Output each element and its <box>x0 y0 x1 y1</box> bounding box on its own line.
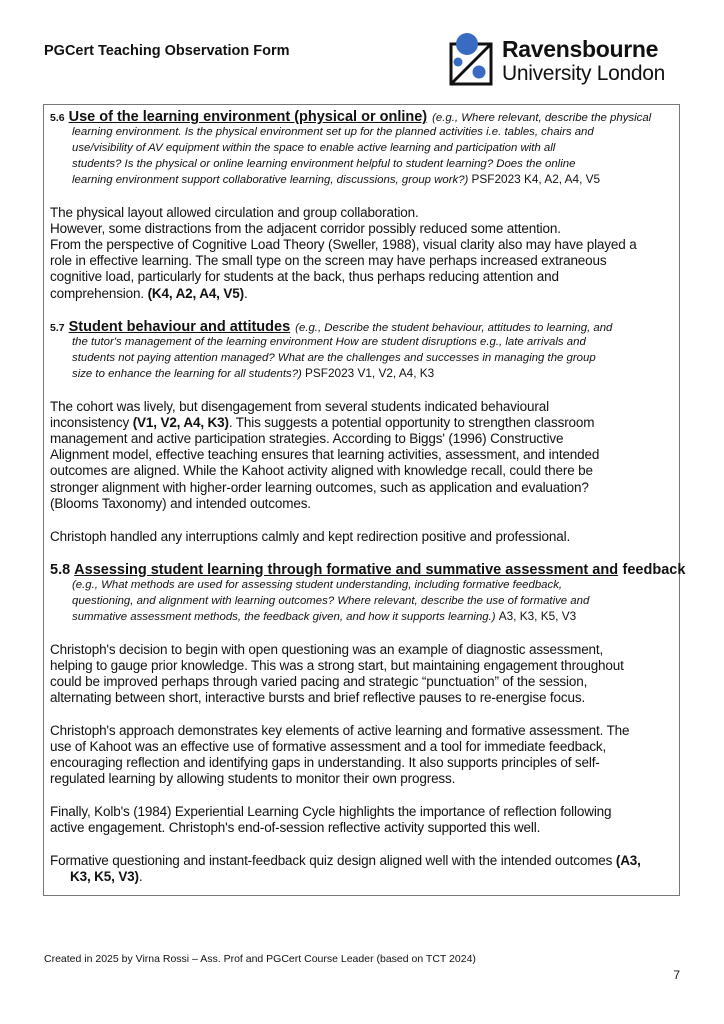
form-content <box>50 109 686 902</box>
form-section <box>50 109 677 302</box>
observation-paragraph <box>50 399 677 512</box>
paragraph-line <box>50 221 677 237</box>
line-text: comprehension. <box>50 285 148 301</box>
paragraph-line <box>50 415 677 431</box>
line-text: Alignment model, effective teaching ensures that learning activities, assessment, and intended <box>50 447 600 463</box>
line-text: Christoph's approach demonstrates key elements of active learning and formative assessment. The <box>50 722 630 738</box>
line-text: encouraging reflection and identifying gaps in understanding. It also supports principles of self- <box>50 755 600 771</box>
line-text: Christoph's decision to begin with open questioning was an example of diagnostic assessment, <box>50 641 604 657</box>
psf-criteria-tag: A3, K3, K5, V3 <box>498 609 577 624</box>
section-prompt-line <box>50 141 677 157</box>
line-text: could be improved perhaps through varied pacing and strategic “punctuation” of the session, <box>50 673 588 689</box>
line-text: (Blooms Taxonomy) and intended outcomes. <box>50 495 311 511</box>
paragraph-line <box>50 755 677 771</box>
prompt-text: use/visibility of AV equipment within the space to enable active learning and participation with all <box>72 141 556 154</box>
observation-paragraph <box>50 205 677 302</box>
line-text: The cohort was lively, but disengagement from several students indicated behavioural <box>50 398 549 414</box>
paragraph-line <box>50 269 677 285</box>
paragraph-line <box>50 853 677 869</box>
prompt-text: (e.g., What methods are used for assessing student understanding, including formative feedback, <box>72 578 563 591</box>
form-section <box>50 319 677 545</box>
psf-criteria-tag: PSF2023 V1, V2, A4, K3 <box>305 366 435 381</box>
paragraph-line <box>50 642 677 658</box>
section-prompt-line <box>50 125 677 141</box>
paragraph-line <box>50 237 677 253</box>
paragraph-line <box>50 690 677 706</box>
line-text: management and active participation strategies. According to Biggs' (1996) Constructive <box>50 431 564 447</box>
paragraph-line <box>50 723 677 739</box>
prompt-text: learning environment. Is the physical environment set up for the planned activities i.e. tables, chairs and <box>72 126 594 138</box>
section-number: 5.8 <box>50 561 71 578</box>
university-logo <box>448 32 678 88</box>
line-text: Finally, Kolb's (1984) Experiential Learning Cycle highlights the importance of reflection following <box>50 804 612 820</box>
line-text: Christoph handled any interruptions calmly and kept redirection positive and professional. <box>50 528 571 544</box>
form-section <box>50 561 686 886</box>
paragraph-line <box>50 529 677 545</box>
section-title: Student behaviour and attitudes <box>68 318 291 335</box>
criteria-reference: K3, K5, V3) <box>70 869 139 885</box>
section-heading <box>50 319 677 335</box>
paragraph-line <box>50 869 677 885</box>
paragraph-line <box>50 447 677 463</box>
paragraph-line <box>50 205 677 221</box>
paragraph-line <box>50 820 677 836</box>
line-text: However, some distractions from the adjacent corridor possibly reduced some attention. <box>50 220 561 236</box>
page-number: 7 <box>673 968 680 982</box>
section-prompt: (e.g., Describe the student behaviour, attitudes to learning, and <box>295 321 613 334</box>
prompt-text: the tutor's management of the learning environment How are student disruptions e.g., late arrivals and <box>72 335 586 348</box>
logo-wordmark-line1: Ravensbourne <box>502 36 659 62</box>
footer-credit: Created in 2025 by Virna Rossi – Ass. Prof and PGCert Course Leader (based on TCT 2024) <box>44 953 476 965</box>
line-text: . <box>243 285 248 301</box>
section-heading <box>50 561 686 578</box>
observation-paragraph <box>50 642 677 707</box>
section-prompt-line <box>50 366 677 382</box>
line-text: From the perspective of Cognitive Load Theory (Sweller, 1988), visual clarity also may have played a <box>50 237 637 253</box>
logo-wordmark-line2: University London <box>502 62 665 85</box>
paragraph-line <box>50 480 677 496</box>
observation-form-box <box>43 104 686 896</box>
line-text: cognitive load, particularly for students at the back, thus perhaps reducing attention and <box>50 269 559 285</box>
line-text: helping to gauge prior knowledge. This was a strong start, but maintaining engagement throughout <box>50 657 624 673</box>
criteria-reference: (K4, A2, A4, V5) <box>147 285 244 301</box>
line-text: alternating between short, interactive bursts and brief reflective pauses to re-energise focus. <box>50 690 586 706</box>
paragraph-line <box>50 804 677 820</box>
section-prompt-line <box>50 351 677 367</box>
line-text: The physical layout allowed circulation and group collaboration. <box>50 204 419 220</box>
paragraph-line <box>50 399 677 415</box>
observation-paragraph <box>50 853 677 885</box>
prompt-text: questioning, and alignment with learning outcomes? Where relevant, describe the use of formative and <box>72 594 590 607</box>
paragraph-line <box>50 496 677 512</box>
section-title: Assessing student learning through formative and summative assessment and <box>74 561 619 578</box>
document-title: PGCert Teaching Observation Form <box>44 43 290 59</box>
line-text: Formative questioning and instant-feedback quiz design aligned well with the intended outcomes <box>50 852 616 868</box>
prompt-text: students? Is the physical or online learning environment helpful to student learning? Does the online <box>72 157 576 170</box>
line-text: active engagement. Christoph's end-of-session reflective activity supported this well. <box>50 820 541 836</box>
section-title: Use of the learning environment (physical or online) <box>68 109 428 125</box>
paragraph-line <box>50 658 677 674</box>
section-prompt-line <box>50 335 677 351</box>
section-number: 5.7 <box>50 321 65 334</box>
paragraph-line <box>50 771 677 787</box>
paragraph-line <box>50 463 677 479</box>
paragraph-line <box>50 674 677 690</box>
line-text: inconsistency <box>50 414 133 430</box>
paragraph-line <box>50 286 677 302</box>
line-text: outcomes are aligned. While the Kahoot activity aligned with knowledge recall, could there be <box>50 463 593 479</box>
prompt-text: size to enhance the learning for all students?) <box>72 368 302 381</box>
section-number: 5.6 <box>50 112 65 124</box>
line-text: . <box>138 869 143 885</box>
line-text: use of Kahoot was an effective use of formative assessment and a tool for immediate feedback, <box>50 739 607 755</box>
section-prompt-line <box>50 172 677 188</box>
section-heading <box>50 109 677 125</box>
criteria-reference: (V1, V2, A4, K3) <box>132 414 229 430</box>
section-prompt-line <box>50 594 677 610</box>
section-title-tail: feedback <box>622 561 686 578</box>
criteria-reference: (A3, <box>615 852 641 868</box>
line-text: regulated learning by allowing students to monitor their own progress. <box>50 771 456 787</box>
section-prompt-line <box>50 578 677 594</box>
observation-paragraph <box>50 804 677 836</box>
psf-criteria-tag: PSF2023 K4, A2, A4, V5 <box>471 172 601 187</box>
prompt-text: summative assessment methods, the feedback given, and how it supports learning.) <box>72 611 496 624</box>
logo-mark-icon <box>448 32 498 88</box>
line-text: role in effective learning. The small type on the screen may have perhaps increased extraneous <box>50 253 607 269</box>
section-prompt-line <box>50 609 677 625</box>
paragraph-line <box>50 739 677 755</box>
section-prompt-line <box>50 157 677 173</box>
prompt-text: students not paying attention managed? What are the challenges and successes in managing the group <box>72 351 596 364</box>
paragraph-line <box>50 253 677 269</box>
paragraph-line <box>50 431 677 447</box>
line-text: . This suggests a potential opportunity to strengthen classroom <box>228 414 595 430</box>
observation-paragraph <box>50 529 677 545</box>
observation-paragraph <box>50 723 677 788</box>
prompt-text: learning environment support collaborative learning, discussions, group work?) <box>72 174 469 187</box>
section-prompt: (e.g., Where relevant, describe the physical <box>432 112 652 124</box>
line-text: stronger alignment with higher-order learning outcomes, such as application and evaluation? <box>50 479 589 495</box>
